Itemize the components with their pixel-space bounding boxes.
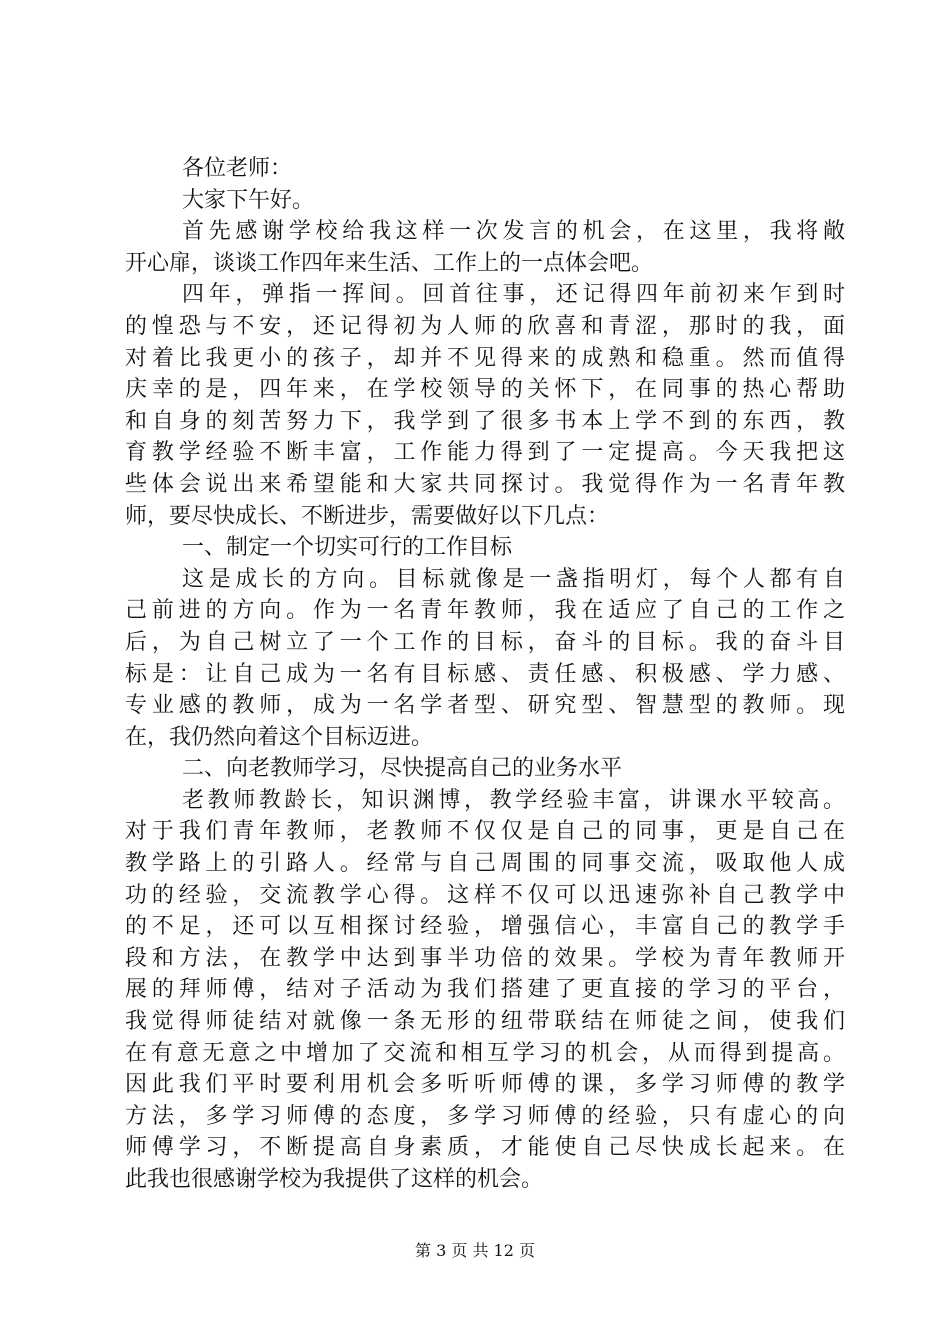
text-line: 段和方法，在教学中达到事半功倍的效果。学校为青年教师开 — [125, 945, 845, 971]
page-footer: 第 3 页 共 12 页 — [415, 1241, 535, 1260]
text-line: 因此我们平时要利用机会多听听师傅的课，多学习师傅的教学 — [125, 1072, 845, 1098]
text-line: 对于我们青年教师，老教师不仅仅是自己的同事，更是自己在 — [125, 819, 845, 845]
text-line: 各位老师： — [182, 156, 293, 181]
text-line: 些体会说出来希望能和大家共同探讨。我觉得作为一名青年教 — [125, 471, 845, 497]
text-line: 后，为自己树立了一个工作的目标，奋斗的目标。我的奋斗目 — [125, 629, 845, 655]
text-line: 老教师教龄长，知识渊博，教学经验丰富，讲课水平较高。 — [182, 787, 845, 813]
text-line: 在有意无意之中增加了交流和相互学习的机会，从而得到提高。 — [125, 1040, 845, 1066]
text-line: 己前进的方向。作为一名青年教师，我在适应了自己的工作之 — [125, 598, 845, 624]
text-line: 我觉得师徒结对就像一条无形的纽带联结在师徒之间，使我们 — [125, 1009, 845, 1035]
text-line: 展的拜师傅，结对子活动为我们搭建了更直接的学习的平台， — [125, 977, 845, 1003]
text-line: 师傅学习，不断提高自身素质，才能使自己尽快成长起来。在 — [125, 1135, 845, 1161]
document-body — [125, 153, 845, 1196]
text-line: 这是成长的方向。目标就像是一盏指明灯，每个人都有自 — [182, 566, 845, 592]
text-line: 开心扉，谈谈工作四年来生活、工作上的一点体会吧。 — [125, 250, 654, 276]
text-line: 二、向老教师学习，尽快提高自己的业务水平 — [182, 756, 623, 782]
text-line: 功的经验，交流教学心得。这样不仅可以迅速弥补自己教学中 — [125, 882, 845, 908]
text-line: 师，要尽快成长、不断进步，需要做好以下几点： — [125, 503, 610, 529]
text-line: 对着比我更小的孩子，却并不见得来的成熟和稳重。然而值得 — [125, 345, 845, 371]
text-line: 一、制定一个切实可行的工作目标 — [182, 535, 513, 561]
text-line: 四年，弹指一挥间。回首往事，还记得四年前初来乍到时 — [182, 282, 845, 308]
text-line: 庆幸的是，四年来，在学校领导的关怀下，在同事的热心帮助 — [125, 377, 845, 403]
text-line: 标是：让自己成为一名有目标感、责任感、积极感、学力感、 — [125, 661, 845, 687]
text-line: 在，我仍然向着这个目标迈进。 — [125, 724, 434, 750]
text-line: 的不足，还可以互相探讨经验，增强信心，丰富自己的教学手 — [125, 914, 845, 940]
text-line: 育教学经验不断丰富，工作能力得到了一定提高。今天我把这 — [125, 440, 845, 466]
text-line: 和自身的刻苦努力下，我学到了很多书本上学不到的东西，教 — [125, 408, 845, 434]
text-line: 教学路上的引路人。经常与自己周围的同事交流，吸取他人成 — [125, 851, 845, 877]
text-line: 方法，多学习师傅的态度，多学习师傅的经验，只有虚心的向 — [125, 1103, 845, 1129]
text-line: 首先感谢学校给我这样一次发言的机会，在这里，我将敞 — [182, 219, 845, 245]
text-line: 的惶恐与不安，还记得初为人师的欣喜和青涩，那时的我，面 — [125, 313, 845, 339]
text-line: 大家下午好。 — [182, 187, 315, 213]
text-line: 专业感的教师，成为一名学者型、研究型、智慧型的教师。现 — [125, 693, 845, 719]
text-line: 此我也很感谢学校为我提供了这样的机会。 — [125, 1167, 544, 1192]
